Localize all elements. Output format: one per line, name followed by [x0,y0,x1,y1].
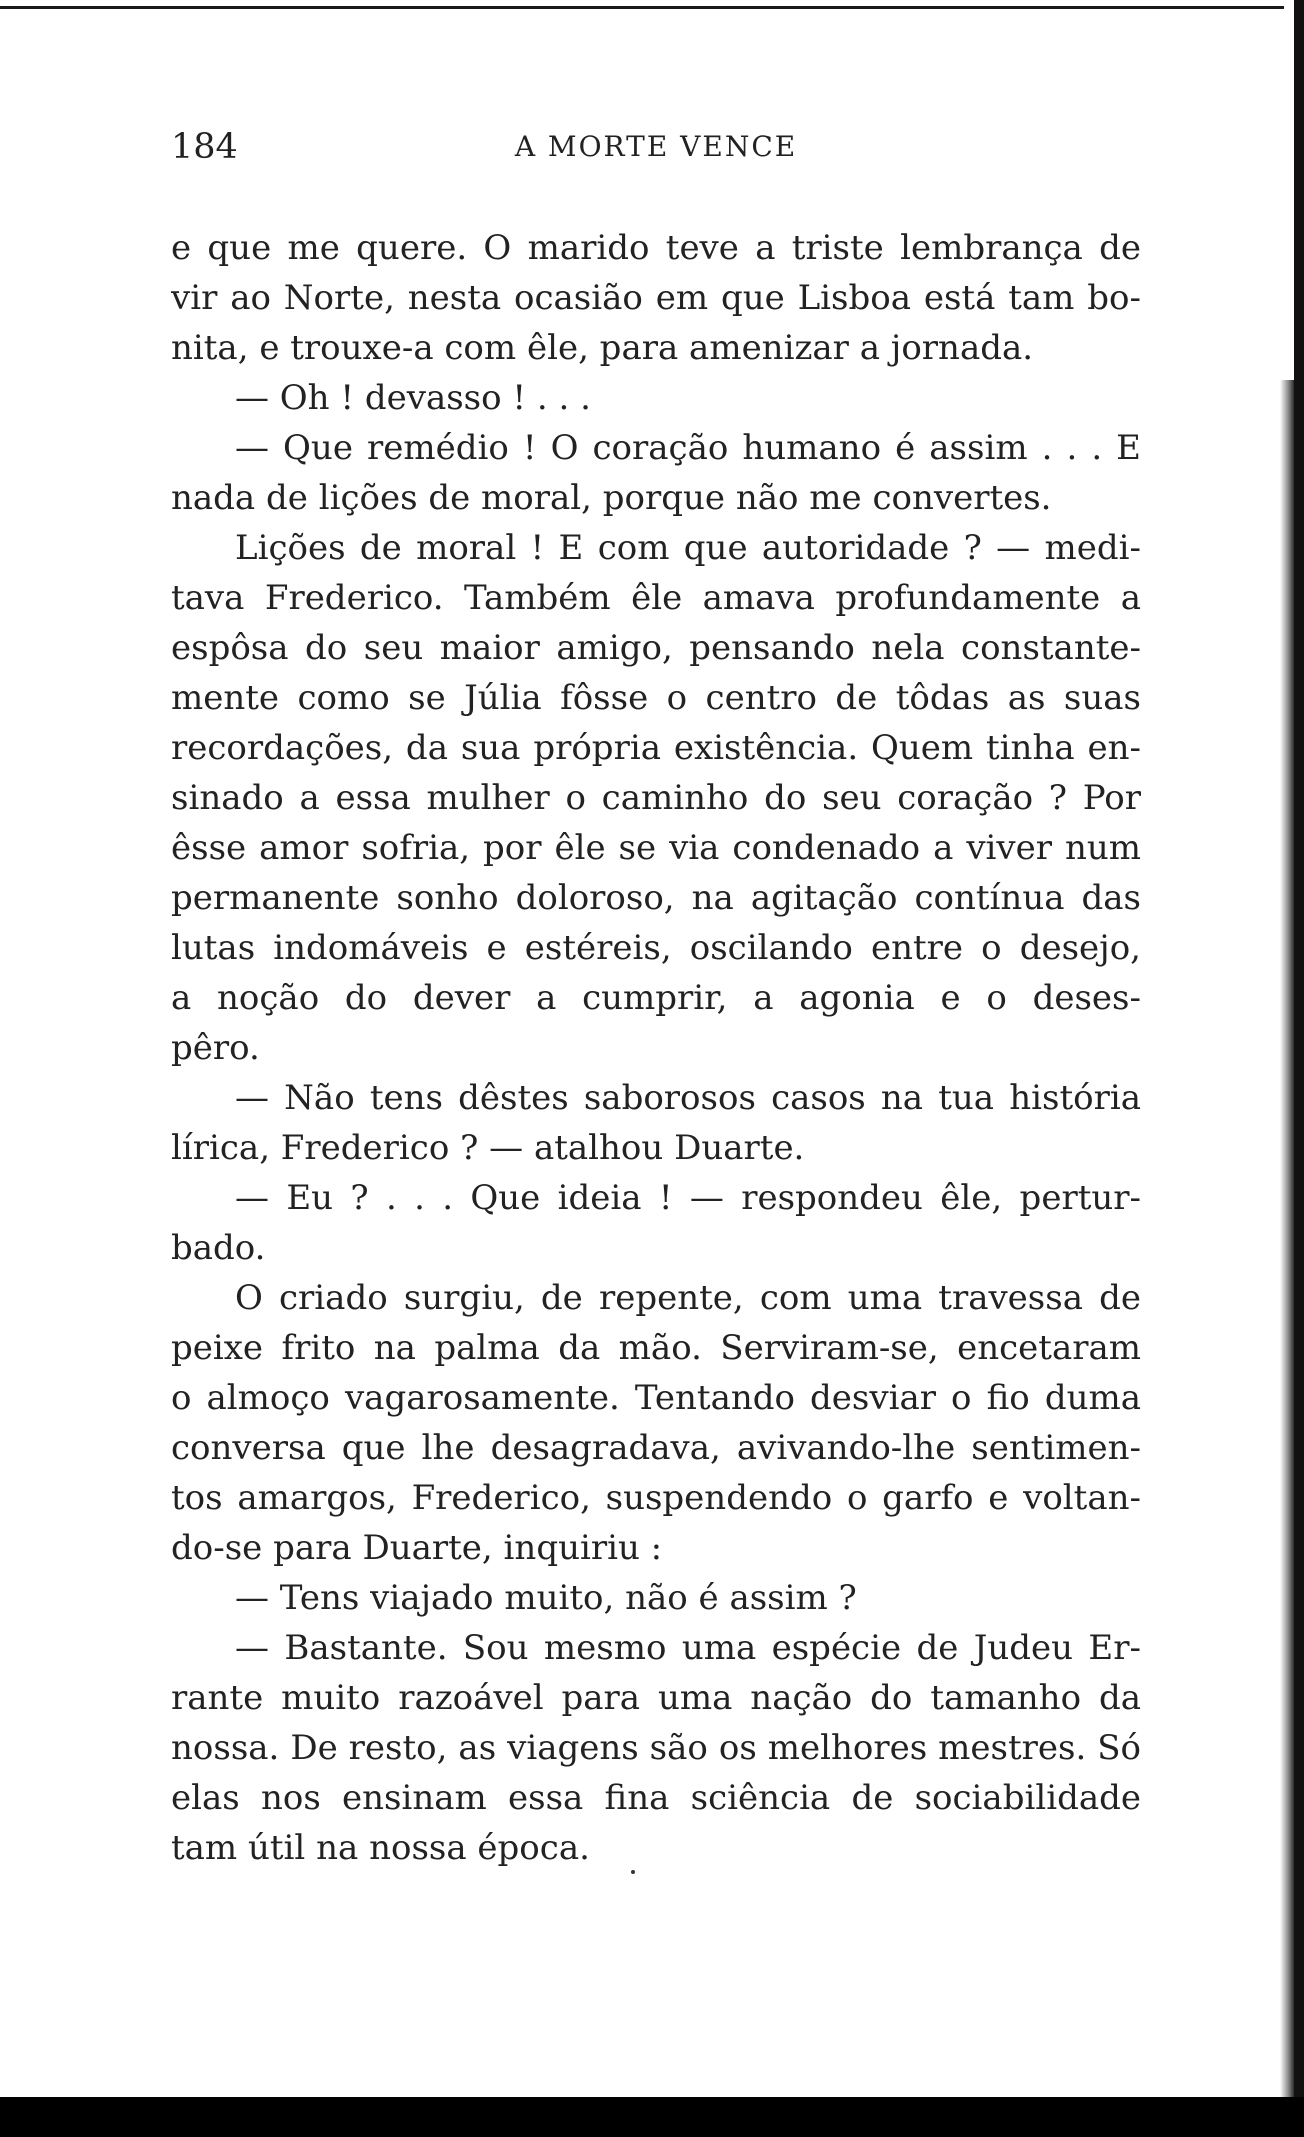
text-line: peixe frito na palma da mão. Serviram-se, encetaram [171,1328,1141,1368]
text-line: e que me quere. O marido teve a triste lembrança de [171,228,1141,268]
text-line: o almoço vagarosamente. Tentando desviar o fio duma [171,1378,1141,1418]
text-line: — Tens viajado muito, não é assim ? [235,1578,857,1618]
scan-gutter-shadow [1280,380,1294,2130]
text-line: — Eu ? . . . Que ideia ! — respondeu êle, pertur- [235,1178,1141,1218]
text-line: tos amargos, Frederico, suspendendo o garfo e voltan- [171,1478,1141,1518]
text-line: recordações, da sua própria existência. Quem tinha en- [171,728,1141,768]
text-line: permanente sonho doloroso, na agitação contínua das [171,878,1141,918]
text-line: — Não tens dêstes saborosos casos na tua história [235,1078,1141,1118]
text-line: espôsa do seu maior amigo, pensando nela constante- [171,628,1141,668]
scan-top-rule [0,6,1284,9]
text-line: a noção do dever a cumprir, a agonia e o deses- [171,978,1141,1018]
text-line: pêro. [171,1028,260,1068]
text-line: nada de lições de moral, porque não me convertes. [171,478,1052,518]
body-text [171,223,1141,1873]
text-line: Lições de moral ! E com que autoridade ? — medi- [235,528,1141,568]
text-line: mente como se Júlia fôsse o centro de tôdas as suas [171,678,1141,718]
text-line: do-se para Duarte, inquiriu : [171,1528,663,1568]
running-title: A MORTE VENCE [514,130,798,163]
text-line: lírica, Frederico ? — atalhou Duarte. [171,1128,805,1168]
text-line: lutas indomáveis e estéreis, oscilando entre o desejo, [171,928,1141,968]
text-line: rante muito razoável para uma nação do tamanho da [171,1678,1141,1718]
text-line: nita, e trouxe-a com êle, para amenizar a jornada. [171,328,1034,368]
text-line: vir ao Norte, nesta ocasião em que Lisboa está tam bo- [171,278,1141,318]
page-number: 184 [171,127,238,167]
text-line: conversa que lhe desagradava, avivando-lhe sentimen- [171,1428,1141,1468]
text-line: — Que remédio ! O coração humano é assim . . . E [235,428,1141,468]
text-line: elas nos ensinam essa fina sciência de sociabilidade [171,1778,1141,1818]
text-line: êsse amor sofria, por êle se via condenado a viver num [171,828,1141,868]
text-line: nossa. De resto, as viagens são os melhores mestres. Só [171,1728,1141,1768]
ink-speck [631,1870,635,1874]
text-line: O criado surgiu, de repente, com uma travessa de [235,1278,1141,1318]
page-header [171,122,1141,172]
text-line: — Bastante. Sou mesmo uma espécie de Judeu Er- [235,1628,1141,1668]
text-line: — Oh ! devasso ! . . . [235,378,591,418]
scan-right-edge [1294,0,1304,2137]
text-line: tam útil na nossa época. [171,1828,590,1868]
text-line: bado. [171,1228,266,1268]
text-line: tava Frederico. Também êle amava profundamente a [171,578,1141,618]
text-line: sinado a essa mulher o caminho do seu coração ? Por [171,778,1141,818]
scan-bottom-bar [0,2097,1304,2137]
